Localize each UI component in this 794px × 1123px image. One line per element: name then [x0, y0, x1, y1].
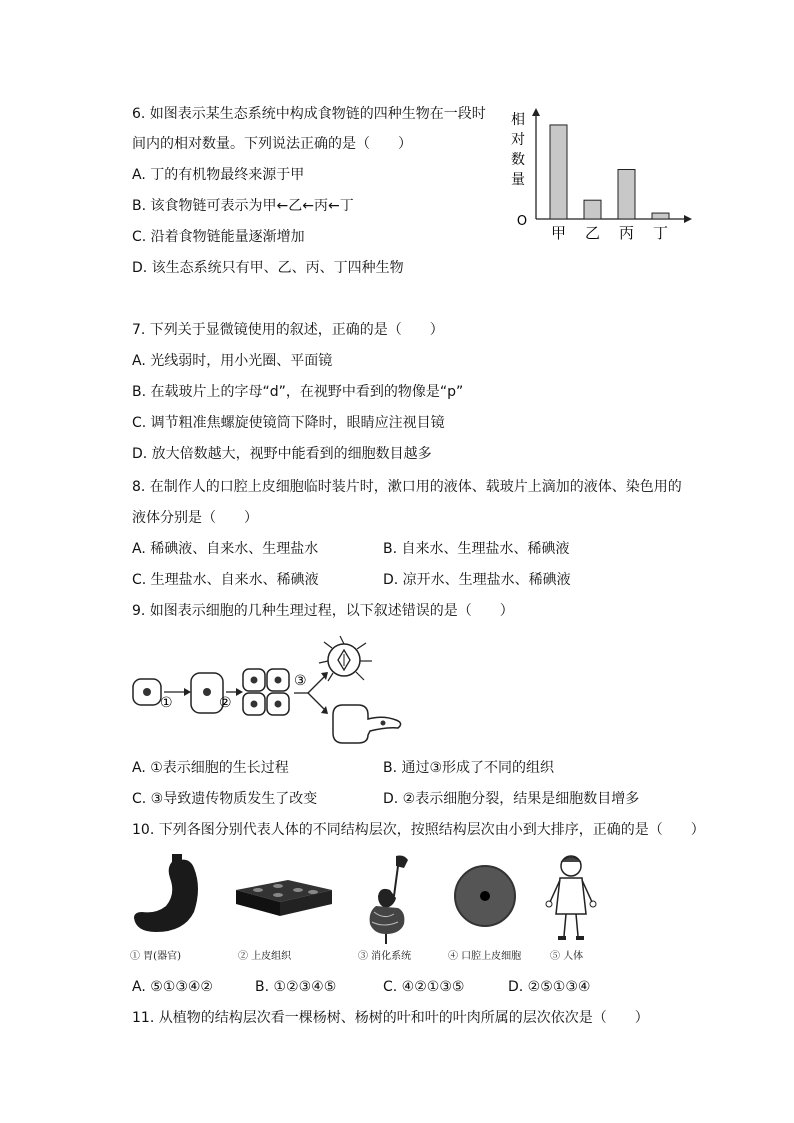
q9-label-2: ② [219, 695, 232, 711]
q6-stem-line1: 6. 如图表示某生态系统中构成食物链的四种生物在一段时 [132, 106, 486, 122]
q6-option-c: C. 沿着食物链能量逐渐增加 [132, 229, 305, 245]
bar-2 [584, 200, 601, 219]
stomach-image [134, 854, 198, 932]
q8-option-c: C. 生理盐水、自来水、稀碘液 [132, 572, 319, 588]
q10-option-a: A. ⑤①③④② [132, 979, 213, 995]
q10-option-c: C. ④②①③⑤ [383, 979, 465, 995]
bar-4 [652, 213, 669, 219]
divided-cells [243, 669, 289, 715]
x-tick-label: 丙 [618, 224, 635, 242]
q8-stem-line2: 液体分别是（ ） [132, 510, 258, 526]
q7-option-a: A. 光线弱时，用小光圈、平面镜 [132, 353, 333, 369]
q8-option-a: A. 稀碘液、自来水、生理盐水 [132, 541, 319, 557]
q9-option-b: B. 通过③形成了不同的组织 [383, 760, 555, 776]
q9-label-3: ③ [294, 673, 307, 689]
y-axis-label-char: 数 [511, 152, 525, 168]
human-body-image [546, 856, 596, 940]
x-tick-label: 丁 [652, 224, 669, 242]
origin-label: O [516, 214, 528, 229]
x-tick-label: 甲 [550, 224, 567, 242]
q10-structure-figures [128, 850, 618, 950]
oral-epithelial-cell-image [455, 866, 515, 926]
x-tick-label: 乙 [584, 224, 601, 242]
x-axis-arrow [684, 215, 692, 223]
q10-stem: 10. 下列各图分别代表人体的不同结构层次，按照结构层次由小到大排序，正确的是（ ） [132, 822, 705, 838]
q9-cell-process-figure [128, 635, 408, 750]
q7-stem: 7. 下列关于显微镜使用的叙述，正确的是（ ） [132, 322, 444, 338]
q8-option-b: B. 自来水、生理盐水、稀碘液 [383, 541, 570, 557]
bar-1 [550, 125, 567, 219]
q10-option-b: B. ①②③④⑤ [255, 979, 337, 995]
single-cell [133, 679, 161, 705]
q8-stem-line1: 8. 在制作人的口腔上皮细胞临时装片时，漱口用的液体、载玻片上滴加的液体、染色用的 [132, 479, 682, 495]
q7-option-c: C. 调节粗准焦螺旋使镜筒下降时，眼睛应注视目镜 [132, 415, 445, 431]
q10-caption-2: ② 上皮组织 [238, 951, 292, 962]
q7-option-b: B. 在载玻片上的字母“d”，在视野中看到的物像是“p” [132, 384, 464, 400]
bar-3 [618, 170, 635, 220]
q9-option-d: D. ②表示细胞分裂，结果是细胞数目增多 [383, 791, 640, 807]
q11-stem: 11. 从植物的结构层次看一棵杨树、杨树的叶和叶的叶肉所属的层次依次是（ ） [132, 1010, 649, 1026]
q9-stem: 9. 如图表示细胞的几种生理过程，以下叙述错误的是（ ） [132, 603, 514, 619]
elongated-cell [333, 705, 401, 743]
q6-option-d: D. 该生态系统只有甲、乙、丙、丁四种生物 [132, 260, 404, 276]
q9-option-c: C. ③导致遗传物质发生了改变 [132, 791, 318, 807]
q6-bar-chart [500, 100, 700, 250]
q9-option-a: A. ①表示细胞的生长过程 [132, 760, 289, 776]
y-axis-label-char: 对 [511, 132, 525, 148]
epithelial-tissue-image [236, 880, 332, 916]
digestive-system-image [370, 856, 408, 945]
q6-option-b: B. 该食物链可表示为甲←乙←丙←丁 [132, 198, 354, 214]
q6-option-a: A. 丁的有机物最终来源于甲 [132, 167, 305, 183]
q7-option-d: D. 放大倍数越大，视野中能看到的细胞数目越多 [132, 446, 432, 462]
q9-label-1: ① [160, 695, 173, 711]
q10-caption-3: ③ 消化系统 [358, 951, 412, 962]
y-axis-label-char: 量 [511, 172, 525, 188]
q10-caption-1: ① 胃(器官) [130, 951, 181, 962]
y-axis-label-char: 相 [511, 112, 525, 128]
q10-caption-5: ⑤ 人体 [550, 951, 584, 962]
q10-option-d: D. ②⑤①③④ [508, 979, 591, 995]
q8-option-d: D. 凉开水、生理盐水、稀碘液 [383, 572, 571, 588]
y-axis-arrow [532, 108, 540, 116]
q6-stem-line2: 间内的相对数量。下列说法正确的是（ ） [132, 136, 412, 152]
q10-caption-4: ④ 口腔上皮细胞 [448, 951, 522, 962]
